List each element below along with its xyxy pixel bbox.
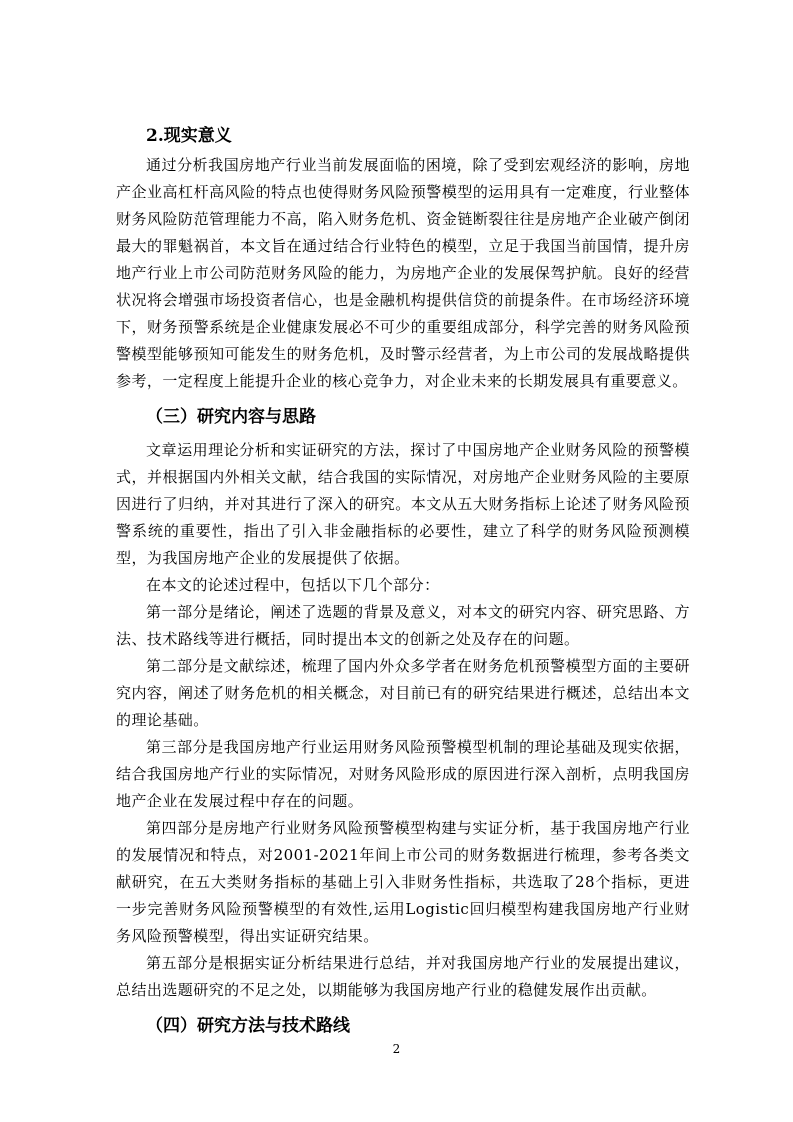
paragraph-part-one: 第一部分是绪论，阐述了选题的背景及意义，对本文的研究内容、研究思路、方法、技术路线等进行概括，同时提出本文的创新之处及存在的问题。 xyxy=(116,603,690,648)
paragraph-parts-intro: 在本文的论述过程中，包括以下几个部分： xyxy=(146,576,440,594)
paragraph-part-three: 第三部分是我国房地产行业运用财务风险预警模型机制的理论基础及现实依据，结合我国房地产行业的实际情况，对财务风险形成的原因进行深入剖析，点明我国房地产企业在发展过程中存在的问题。 xyxy=(116,738,690,810)
heading-practical-significance: 2.现实意义 xyxy=(146,126,232,146)
paragraph-part-four: 第四部分是房地产行业财务风险预警模型构建与实证分析，基于我国房地产行业的发展情况和特点，对2001-2021年间上市公司的财务数据进行梳理，参考各类文献研究，在五大类财务指标的基础上引入非财务性指标，共选取了28个指标，更进一步完善财务风险预警模型的有效性,运用Logistic回归模型构建我国房地产行业财务风险预警模型，得出实证研究结果。 xyxy=(116,819,690,945)
page-body xyxy=(116,122,690,1046)
paragraph-research-overview: 文章运用理论分析和实证研究的方法，探讨了中国房地产企业财务风险的预警模式，并根据国内外相关文献，结合我国的实际情况，对房地产企业财务风险的主要原因进行了归纳，并对其进行了深入的研究。本文从五大财务指标上论述了财务风险预警系统的重要性，指出了引入非金融指标的必要性，建立了科学的财务风险预测模型，为我国房地产企业的发展提供了依据。 xyxy=(116,441,690,567)
paragraph-part-five: 第五部分是根据实证分析结果进行总结，并对我国房地产行业的发展提出建议，总结出选题研究的不足之处，以期能够为我国房地产行业的稳健发展作出贡献。 xyxy=(116,954,690,999)
page-number: 2 xyxy=(392,1042,401,1056)
heading-research-content: （三）研究内容与思路 xyxy=(146,407,316,427)
paragraph-part-two: 第二部分是文献综述，梳理了国内外众多学者在财务危机预警模型方面的主要研究内容，阐述了财务危机的相关概念，对目前已有的研究结果进行概述，总结出本文的理论基础。 xyxy=(116,657,690,729)
heading-research-methods: （四）研究方法与技术路线 xyxy=(146,1016,350,1036)
paragraph-practical-significance: 通过分析我国房地产行业当前发展面临的困境，除了受到宏观经济的影响，房地产企业高杠杆高风险的特点也使得财务风险预警模型的运用具有一定难度，行业整体财务风险防范管理能力不高，陷入财务危机、资金链断裂往往是房地产企业破产倒闭最大的罪魁祸首，本文旨在通过结合行业特色的模型，立足于我国当前国情，提升房地产行业上市公司防范财务风险的能力，为房地产企业的发展保驾护航。良好的经营状况将会增强市场投资者信心，也是金融机构提供信贷的前提条件。在市场经济环境下，财务预警系统是企业健康发展必不可少的重要组成部分，科学完善的财务风险预警模型能够预知可能发生的财务危机，及时警示经营者，为上市公司的发展战略提供参考，一定程度上能提升企业的核心竞争力，对企业未来的长期发展具有重要意义。 xyxy=(116,156,690,390)
